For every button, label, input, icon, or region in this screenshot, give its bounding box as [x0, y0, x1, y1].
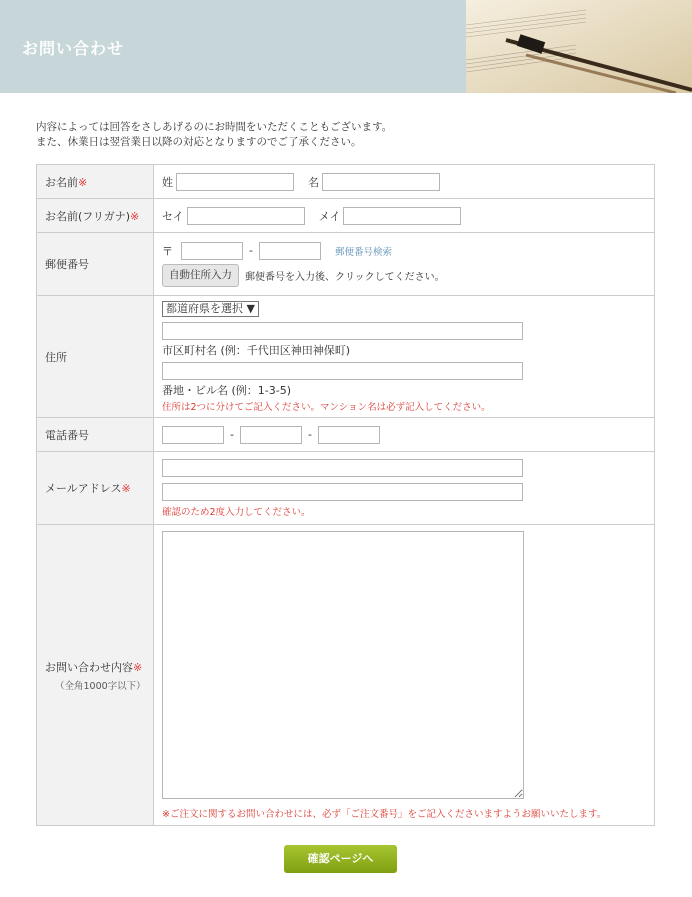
phone-third-input[interactable] — [318, 426, 380, 444]
last-name-kana-input[interactable] — [187, 207, 305, 225]
postal-code-second-input[interactable] — [259, 242, 321, 260]
email-confirm-input[interactable] — [162, 483, 523, 501]
row-address: 住所 都道府県を選択 ▼ 市区町村名 (例：千代田区神田神保町) 番地・ビル名 (例：1-3-5) 住所は2つに分けてご記入ください。マンション名は必ず記入してください。 — [37, 296, 654, 418]
row-phone: 電話番号 - - — [37, 418, 654, 452]
page-title: お問い合わせ — [22, 39, 125, 58]
row-email: メールアドレス※ 確認のため2度入力してください。 — [37, 452, 654, 525]
required-mark: ※ — [121, 482, 131, 495]
prefecture-select[interactable]: 都道府県を選択 ▼ — [162, 301, 259, 317]
phone-second-input[interactable] — [240, 426, 302, 444]
page-header — [0, 0, 692, 93]
inquiry-textarea[interactable] — [162, 531, 524, 799]
last-name-input[interactable] — [176, 173, 294, 191]
row-kana: お名前(フリガナ)※ セイ メイ — [37, 199, 654, 233]
row-postal: 郵便番号 〒 - 郵便番号検索 自動住所入力 郵便番号を入力後、クリックしてください。 — [37, 233, 654, 296]
postal-search-link[interactable]: 郵便番号検索 — [334, 246, 392, 258]
email-input[interactable] — [162, 459, 523, 477]
required-mark: ※ — [130, 209, 140, 223]
city-input[interactable] — [162, 322, 523, 340]
required-mark: ※ — [78, 175, 88, 189]
postal-code-first-input[interactable] — [181, 242, 243, 260]
first-name-input[interactable] — [322, 173, 440, 191]
contact-form — [36, 164, 655, 826]
violin-sheet-music-image — [466, 0, 692, 93]
row-name: お名前※ 姓 名 — [37, 165, 654, 199]
required-mark: ※ — [133, 660, 143, 674]
first-name-kana-input[interactable] — [343, 207, 461, 225]
street-input[interactable] — [162, 362, 523, 380]
phone-first-input[interactable] — [162, 426, 224, 444]
intro-text: 内容によっては回答をさしあげるのにお時間をいただくこともございます。 また、休業日は翌営業日以降の対応となりますのでご了承ください。 — [36, 121, 393, 148]
confirm-page-button[interactable]: 確認ページへ — [284, 845, 397, 873]
row-inquiry: お問い合わせ内容※ （全角1000字以下） ※ご注文に関するお問い合わせには、必ず「ご注文番号」をご記入くださいますようお願いいたします。 — [37, 525, 654, 826]
auto-address-button[interactable]: 自動住所入力 — [162, 264, 239, 287]
